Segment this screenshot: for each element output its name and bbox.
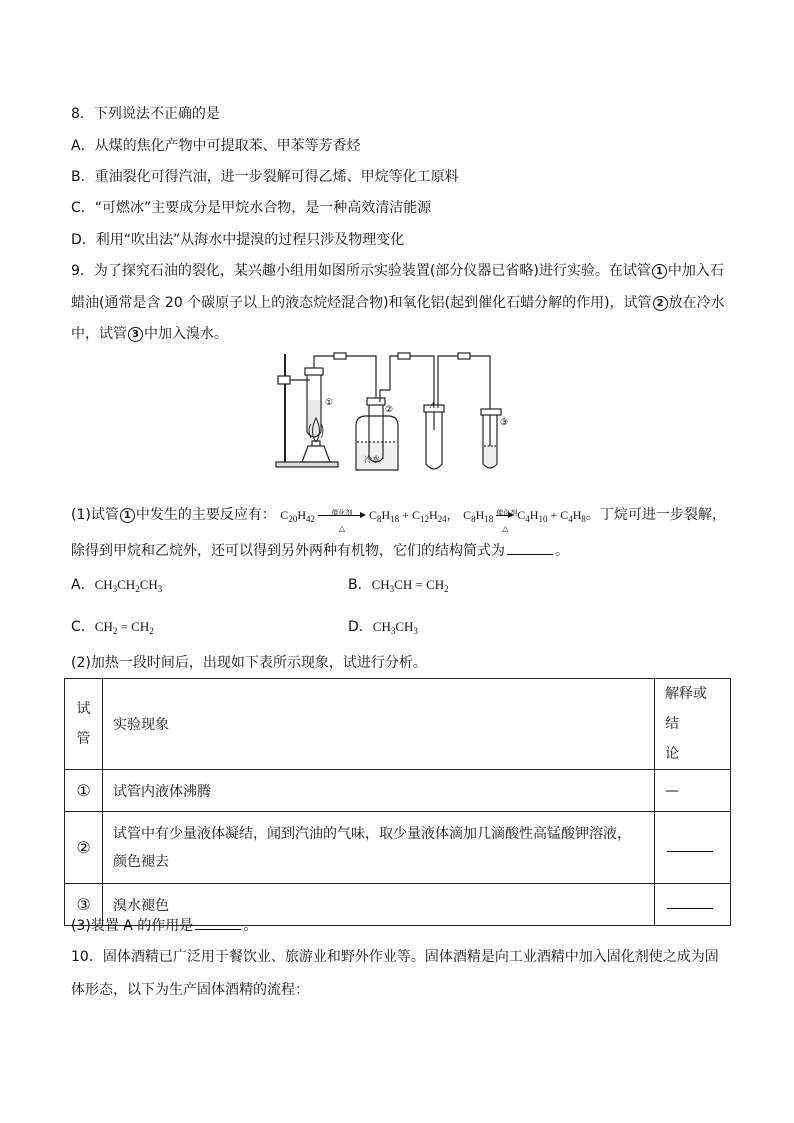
q10-line1: 10．固体酒精已广泛用于餐饮业、旅游业和野外作业等。固体酒精是向工业酒精中加入固化剂使之成为固: [71, 949, 719, 965]
q9-part3: (3)装置 A 的作用是 。: [71, 918, 258, 934]
header-tube: 试 管: [65, 679, 103, 770]
row-phenomenon: 试管内液体沸腾: [103, 770, 655, 812]
table-row: [65, 770, 731, 812]
row-conclusion: [655, 884, 731, 926]
circled-number-1: 1: [652, 264, 667, 279]
q8-option-c: C．“可燃冰”主要成分是甲烷水合物，是一种高效清洁能源: [71, 200, 432, 216]
q9-stem-line3: 中，试管 3 中加入溴水。: [71, 326, 228, 342]
figure-label-tube3: ③: [500, 418, 509, 428]
answer-blank[interactable]: [667, 896, 713, 909]
answer-blank[interactable]: [667, 839, 713, 852]
circled-number-3: 3: [128, 327, 143, 342]
q9-stem-line2: 蜡油(通常是含 20 个碳原子以上的液态烷烃混合物)和氧化铝(起到催化石蜡分解的作用)，试管 2 放在冷水: [71, 295, 725, 311]
circled-number-2: 2: [653, 296, 668, 311]
q8-option-d: D．利用“吹出法”从海水中提溴的过程只涉及物理变化: [71, 232, 405, 248]
q10-line2: 体形态，以下为生产固体酒精的流程：: [71, 982, 309, 998]
answer-blank[interactable]: [507, 542, 553, 555]
reaction-1: $C_{20}H_{42}$ 催化剂 △ $C_8H_{18} + C_{12}H_{24}$，: [280, 508, 459, 534]
apparatus-figure: [272, 350, 522, 475]
q9-part2: (2)加热一段时间后，出现如下表所示现象，试进行分析。: [71, 655, 427, 671]
header-conclusion: 解释或结 论: [655, 679, 731, 770]
row-conclusion: —: [655, 770, 731, 812]
alcohol-burner: [302, 446, 330, 462]
q9-option-d: D．$CH_3CH_3$: [348, 619, 418, 636]
q9-option-b: B．$CH_3CH = CH_2$: [348, 577, 449, 594]
row-phenomenon: 试管中有少量液体凝结，闻到汽油的气味，取少量液体滴加几滴酸性高锰酸钾溶液， 颜色褪去: [103, 812, 655, 884]
row-conclusion: [655, 812, 731, 884]
figure-label-cold-water: 冷水: [364, 455, 380, 464]
q9-part1-line2: 除得到甲烷和乙烷外，还可以得到另外两种有机物，它们的结构简式为 。: [71, 543, 569, 559]
figure-label-tube1: ①: [325, 398, 334, 408]
header-phenomenon: 实验现象: [103, 679, 655, 770]
q9-option-c: C．$CH_2 = CH_2$: [71, 619, 154, 636]
q8-option-a: A．从煤的焦化产物中可提取苯、甲苯等芳香烃: [71, 138, 361, 154]
phenomenon-table: [64, 678, 731, 926]
figure-label-tube2: ②: [385, 405, 394, 415]
q9-part1-line1: (1)试管 1 中发生的主要反应有： $C_{20}H_{42}$ 催化剂 △ $C_8H_{18} + C_{12}H_{24}$， $C_8H_{18}$ 催化剂 △ $C_4H_{10} + C_4H_8$。丁烷可进一步裂解，: [71, 507, 726, 534]
q9-stem-line1: 9．为了探究石油的裂化，某兴趣小组用如图所示实验装置(部分仪器已省略)进行实验。在试管 1 中加入石: [71, 263, 724, 279]
stand-base: [276, 462, 338, 467]
figure-label-a: A: [430, 401, 435, 410]
circled-number-1: 1: [120, 508, 135, 523]
table-row: [65, 812, 731, 884]
reaction-arrow-2: 催化剂 △: [496, 509, 518, 534]
row-phenomenon: 溴水褪色: [103, 884, 655, 926]
row-tube: ③: [65, 884, 103, 926]
q8-stem: 8．下列说法不正确的是: [71, 106, 220, 122]
row-tube: ①: [65, 770, 103, 812]
reaction-arrow-1: 催化剂 △: [318, 509, 366, 523]
q9-option-a: A．$CH_3CH_2CH_3$: [71, 577, 163, 594]
table-header-row: [65, 679, 731, 770]
q8-option-b: B．重油裂化可得汽油，进一步裂解可得乙烯、甲烷等化工原料: [71, 169, 459, 185]
row-tube: ②: [65, 812, 103, 884]
answer-blank[interactable]: [195, 917, 241, 930]
reaction-2: $C_8H_{18}$ 催化剂 △ $C_4H_{10} + C_4H_8$: [463, 508, 586, 534]
